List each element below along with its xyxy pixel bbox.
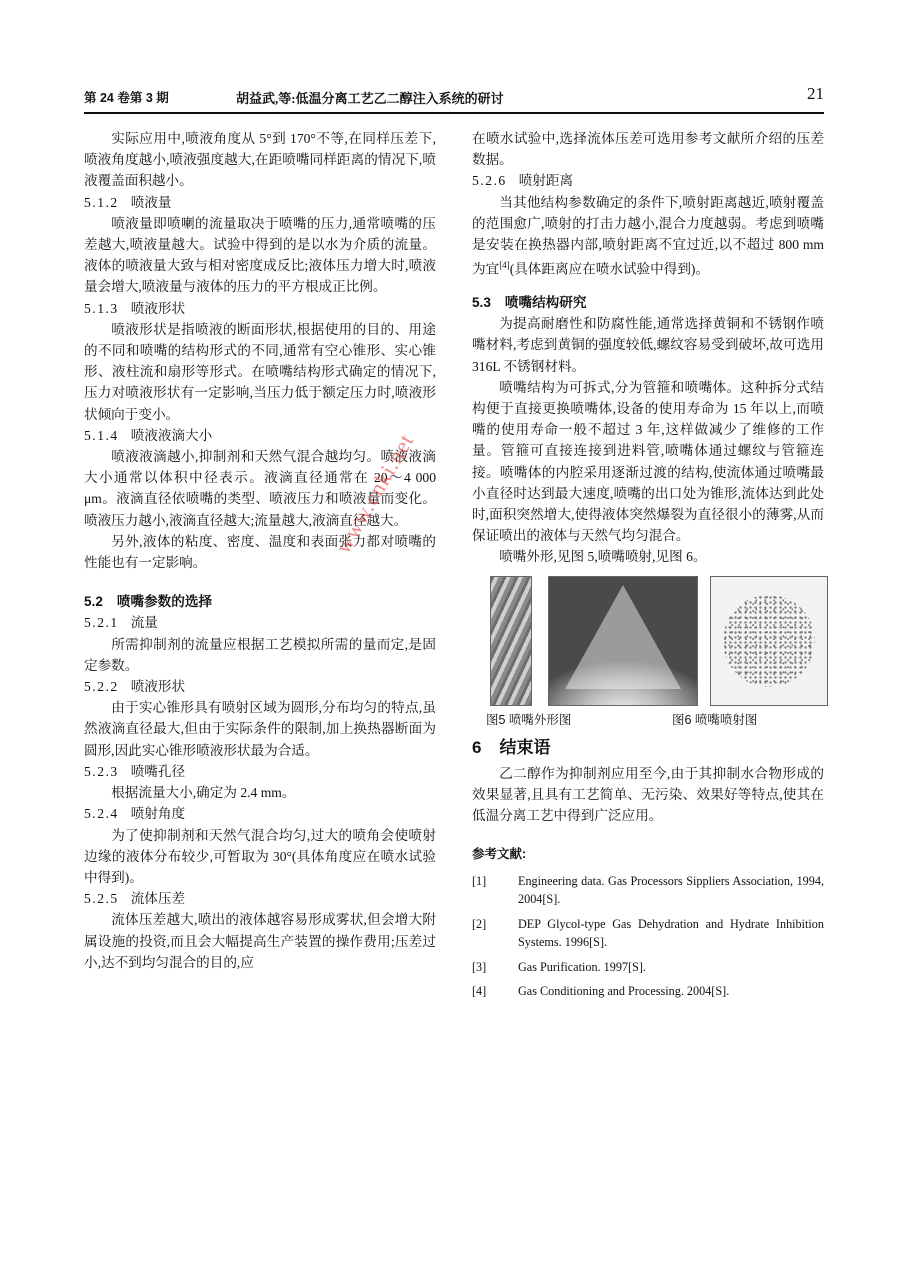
heading-number: 5.2.3 xyxy=(84,763,119,779)
paragraph-continuation: 在喷水试验中,选择流体压差可选用参考文献所介绍的压差数据。 xyxy=(472,131,824,168)
header-divider xyxy=(84,112,824,114)
reference-tag: [1] xyxy=(472,873,487,888)
heading-text: 喷液液滴大小 xyxy=(130,427,213,443)
page-number: 21 xyxy=(807,84,824,103)
heading-5-1-4 xyxy=(84,425,436,446)
heading-number: 5.2.2 xyxy=(84,679,119,695)
paragraph-5-3c: 喷嘴外形,见图 5,喷嘴喷射,见图 6。 xyxy=(499,549,707,565)
heading-5-2 xyxy=(84,591,436,612)
heading-text: 喷液形状 xyxy=(130,679,186,695)
paragraph-5-2-3: 根据流量大小,确定为 2.4 mm。 xyxy=(111,785,296,801)
heading-5-2-5 xyxy=(84,888,436,909)
running-title: 胡益武,等:低温分离工艺乙二醇注入系统的研讨 xyxy=(236,91,504,106)
heading-5-1-3 xyxy=(84,298,436,319)
page-header xyxy=(84,84,824,114)
paragraph-5-2-6 xyxy=(472,192,824,280)
heading-5-2-4 xyxy=(84,803,436,824)
heading-number: 5.2 xyxy=(84,594,103,610)
paragraph-5-1-4a: 喷液液滴越小,抑制剂和天然气混合越均匀。喷液液滴大小通常以体积中径表示。液滴直径通常在 20～4 000 μm。液滴直径依喷嘴的类型、喷液压力和喷液量而变化。喷液压力越小,液滴直径越大;流量越大,液滴直径越大。 xyxy=(84,449,436,528)
heading-number: 5.2.1 xyxy=(84,615,119,631)
reference-text: Gas Conditioning and Processing. 2004[S]. xyxy=(518,984,730,999)
heading-number: 5.2.4 xyxy=(84,806,119,822)
paragraph-5-2-6-tail: (具体距离应在喷水试验中得到)。 xyxy=(509,261,710,277)
heading-text: 流体压差 xyxy=(130,891,186,907)
heading-number: 6 xyxy=(472,737,482,757)
paragraph-5-2-2: 由于实心锥形具有喷射区域为圆形,分布均匀的特点,虽然液滴直径最大,但由于实际条件的限制,加上换热器断面为圆形,因此实心锥形喷液形状最为合适。 xyxy=(84,700,436,758)
figure-5-nozzle-photo xyxy=(490,576,532,706)
figure-6-spray-photo xyxy=(548,576,698,706)
heading-number: 5.1.4 xyxy=(84,427,119,443)
heading-text: 喷液量 xyxy=(130,194,172,210)
heading-text: 结束语 xyxy=(499,737,551,757)
reference-tag: [3] xyxy=(472,959,487,974)
heading-number: 5.1.3 xyxy=(84,300,119,316)
heading-5-2-1 xyxy=(84,612,436,633)
heading-6 xyxy=(472,737,824,758)
figure-6-droplet-pattern xyxy=(710,576,828,706)
journal-volume-issue: 第 24 卷第 3 期 xyxy=(84,91,169,105)
reference-text: Engineering data. Gas Processors Sippliers Association, 1994, 2004[S]. xyxy=(518,873,824,907)
heading-5-1-2 xyxy=(84,192,436,213)
paragraph-intro: 实际应用中,喷液角度从 5°到 170°不等,在同样压差下,喷液角度越小,喷液强度越大,在距喷嘴同样距离的情况下,喷液覆盖面积越小。 xyxy=(84,131,436,189)
reference-item xyxy=(472,958,824,977)
figure-captions xyxy=(472,710,824,732)
heading-number: 5.2.6 xyxy=(472,173,507,189)
figure-6-caption: 图6 喷嘴喷射图 xyxy=(672,712,758,727)
heading-text: 喷嘴结构研究 xyxy=(504,294,587,310)
heading-5-3 xyxy=(472,292,824,313)
paragraph-5-3a: 为提高耐磨性和防腐性能,通常选择黄铜和不锈钢作喷嘴材料,考虑到黄铜的强度较低,螺纹容易受到破坏,故可选用 316L 不锈钢材料。 xyxy=(472,316,824,374)
heading-number: 5.1.2 xyxy=(84,194,119,210)
figure-group xyxy=(472,576,824,706)
paragraph-5-1-4b: 另外,液体的粘度、密度、温度和表面张力都对喷嘴的性能也有一定影响。 xyxy=(84,533,436,571)
heading-text: 喷射角度 xyxy=(130,806,186,822)
paragraph-5-2-5: 流体压差越大,喷出的液体越容易形成雾状,但会增大附属设施的投资,而且会大幅提高生产装置的操作费用;压差过小,达不到均匀混合的目的,应 xyxy=(84,912,436,970)
right-column xyxy=(472,128,824,1001)
left-column xyxy=(84,128,436,973)
heading-text: 喷嘴参数的选择 xyxy=(116,594,213,610)
paragraph-5-2-6-body: 当其他结构参数确定的条件下,喷射距离越近,喷射覆盖的范围愈广,喷射的打击力越小,混合力度越弱。考虑到喷嘴是安装在换热器内部,喷射距离不宜过近,以不超过 800 mm 为宜 xyxy=(472,194,824,277)
paragraph-5-1-2: 喷液量即喷喇的流量取决于喷嘴的压力,通常喷嘴的压差越大,喷液量越大。试验中得到的是以水为介质的流量。液体的喷液量大致与相对密度成反比;液体压力增大时,喷液量会增大,喷液量与液体的压力的平方根成正比例。 xyxy=(84,215,436,295)
reference-marker-4: [4] xyxy=(499,260,510,271)
heading-5-2-2 xyxy=(84,676,436,697)
reference-item xyxy=(472,872,824,909)
paragraph-5-1-3: 喷液形状是指喷液的断面形状,根据使用的目的、用途的不同和喷嘴的结构形式的不同,通常有空心锥形、实心锥形、液柱流和扇形等形式。在喷嘴结构形式确定的情况下,压力对喷液形状有一定影响,当压力低于额定压力时,喷液形状倾向于变小。 xyxy=(84,321,436,422)
heading-text: 喷嘴孔径 xyxy=(130,763,186,779)
reference-tag: [4] xyxy=(472,984,487,999)
heading-number: 5.2.5 xyxy=(84,891,119,907)
watermark: www.cnki.net xyxy=(330,428,419,558)
heading-text: 喷液形状 xyxy=(130,300,186,316)
paragraph-5-2-4: 为了使抑制剂和天然气混合均匀,过大的喷角会使喷射边缘的液体分布较少,可暂取为 30°(具体角度应在喷水试验中得到)。 xyxy=(84,827,436,885)
paragraph-6: 乙二醇作为抑制剂应用至今,由于其抑制水合物形成的效果显著,且具有工艺简单、无污染、效果好等特点,使其在低温分离工艺中得到广泛应用。 xyxy=(472,765,824,824)
paragraph-5-3b: 喷嘴结构为可拆式,分为管箍和喷嘴体。这种拆分式结构便于直接更换喷嘴体,设备的使用寿命为 15 年以上,而喷嘴的使用寿命一般不超过 3 年,这样做减少了维修的工作量。管箍可直接连接到进料管,喷嘴体通过螺纹与管箍连接。喷嘴体的内腔采用逐渐过渡的结构,使流体通过喷嘴最小直径时达到最大速度,喷嘴的出口处为锥形,流体达到此处时,面积突然增大,使得液体突然爆裂为直径很小的薄雾,从而保证喷出的液体与天然气均匀混合。 xyxy=(472,379,824,544)
heading-text: 喷射距离 xyxy=(518,173,574,189)
reference-item xyxy=(472,982,824,1001)
paragraph-5-2-1: 所需抑制剂的流量应根据工艺模拟所需的量而定,是固定参数。 xyxy=(84,636,436,673)
reference-text: Gas Purification. 1997[S]. xyxy=(518,959,646,974)
reference-tag: [2] xyxy=(472,916,487,931)
heading-5-2-3 xyxy=(84,761,436,782)
figure-5-caption: 图5 喷嘴外形图 xyxy=(486,712,572,727)
reference-text: DEP Glycol-type Gas Dehydration and Hydrate Inhibition Systems. 1996[S]. xyxy=(518,916,824,950)
reference-item xyxy=(472,915,824,952)
heading-text: 流量 xyxy=(130,615,158,631)
references-title: 参考文献: xyxy=(472,847,527,862)
heading-5-2-6 xyxy=(472,170,824,191)
heading-number: 5.3 xyxy=(472,294,491,310)
